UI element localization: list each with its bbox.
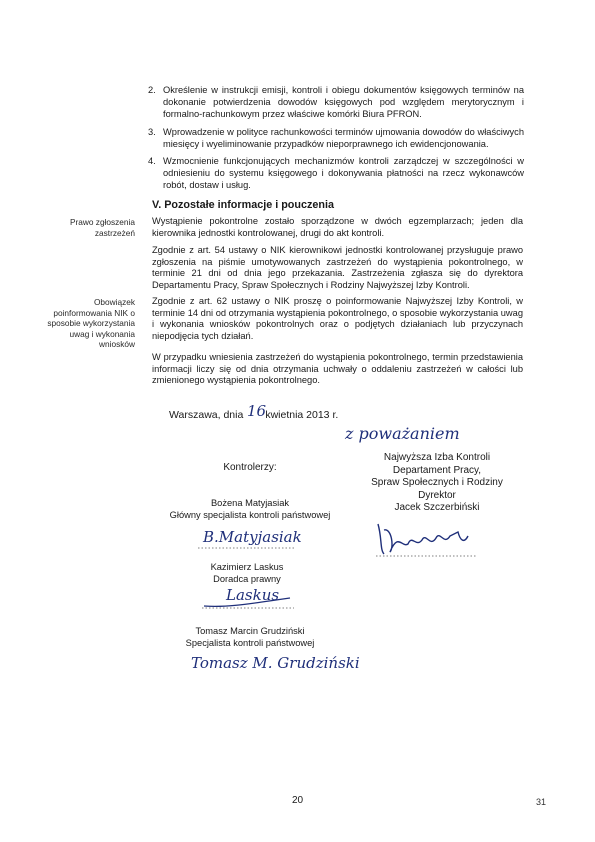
margin-note-obligation: Obowiązek poinformowania NIK o sposobie wykorzystania uwag i wykonania wniosków	[47, 297, 135, 349]
nik-line: Departament Pracy,	[392, 464, 482, 476]
recommendations-list	[148, 84, 524, 197]
page-number: 20	[291, 795, 304, 806]
list-item-number: 2.	[148, 85, 156, 95]
signatory-block	[127, 561, 367, 585]
date-prefix: Warszawa, dnia	[169, 409, 244, 421]
date-day-handwritten: 16	[247, 402, 267, 420]
section-heading: V. Pozostałe informacje i pouczenia	[152, 199, 335, 211]
signatory-role: Specjalista kontroli państwowej	[185, 638, 315, 648]
date-suffix: kwietnia 2013 r.	[265, 409, 339, 421]
signatory-name: Bożena Matyjasiak	[210, 498, 290, 508]
signatory-name: Kazimierz Laskus	[210, 562, 284, 572]
list-item-text: Określenie w instrukcji emisji, kontroli i obiegu dokumentów księgowych terminów na dokonanie potwierdzenia dowodów księgowych pod względem merytorycznym i formalno-rachunkowym przez właściwe komórki Biura PFRON.	[163, 85, 524, 120]
signatory-name: Tomasz Marcin Grudziński	[195, 626, 305, 636]
list-item-number: 4.	[148, 156, 156, 167]
signatory-role: Doradca prawny	[213, 574, 281, 584]
signature-matyjasiak: B.Matyjasiak	[203, 528, 302, 546]
sheet-number: 31	[536, 797, 547, 807]
nik-line: Najwyższa Izba Kontroli	[383, 452, 491, 463]
paragraph-art62: Zgodnie z art. 62 ustawy o NIK proszę o poinformowanie Najwyższej Izby Kontroli, w terminie 14 dni od otrzymania wystąpienia pokontrolnego, o sposobie wykorzystania uwag i wykonania wniosków pokontrolnych oraz o podjętych działaniach lub przyczynach niepodjęcia tych działań.	[152, 296, 523, 341]
nik-line: Spraw Społecznych i Rodziny	[371, 477, 503, 488]
margin-note-objection-right: Prawo zgłoszenia zastrzeżeń	[69, 217, 135, 238]
paragraph-copies: Wystąpienie pokontrolne zostało sporządzone w dwóch egzemplarzach; jeden dla kierownika jednostki kontrolowanej, drugi do akt kontroli.	[152, 216, 523, 238]
list-item	[148, 84, 524, 121]
signature-grudzinski: Tomasz M. Grudziński	[191, 654, 360, 672]
inspectors-label: Kontrolerzy:	[223, 462, 277, 473]
signatory-block	[130, 625, 370, 649]
paragraph-art54: Zgodnie z art. 54 ustawy o NIK kierownikowi jednostki kontrolowanej przysługuje prawo zgłoszenia na piśmie umotywowanych zastrzeżeń do wystąpienia pokontrolnego, w terminie 21 dni od dnia jego przekazania. Zastrzeżenia zgłasza się do dyrektora Departamentu Pracy, Spraw Społecznych i Rodziny Najwyższej Izby Kontroli.	[152, 245, 523, 290]
director-signature	[372, 518, 482, 562]
paragraph-objections: W przypadku wniesienia zastrzeżeń do wystąpienia pokontrolnego, termin przedstawienia informacji liczy się od dnia otrzymania uchwały o oddaleniu zastrzeżeń w całości lub zmienionego wystąpienia pokontrolnego.	[152, 352, 523, 386]
list-item	[148, 155, 524, 192]
list-item-number: 3.	[148, 126, 156, 137]
signature-line	[198, 546, 298, 550]
signature-laskus: Laskus	[226, 586, 280, 604]
list-item-text: Wprowadzenie w polityce rachunkowości terminów ujmowania dowodów do właściwych miesięcy i wyeliminowanie przypadków nieporprawnego ich ewidencjonowania.	[163, 126, 524, 149]
signatory-block	[130, 497, 370, 521]
list-item-text: Wzmocnienie funkcjonujących mechanizmów kontroli zarządczej w szczególności w odniesieniu do systemu księgowego i dokonywania płatności na rzecz wykonawców robót, dostaw i usług.	[163, 156, 524, 191]
nik-line: Dyrektor	[418, 489, 456, 501]
signature-swoosh	[200, 592, 300, 612]
handwritten-regards: z poważaniem	[345, 424, 460, 443]
signatory-role: Główny specjalista kontroli państwowej	[169, 510, 331, 520]
list-item	[148, 126, 524, 150]
nik-block	[362, 452, 512, 515]
nik-line: Jacek Szczerbiński	[394, 502, 480, 513]
